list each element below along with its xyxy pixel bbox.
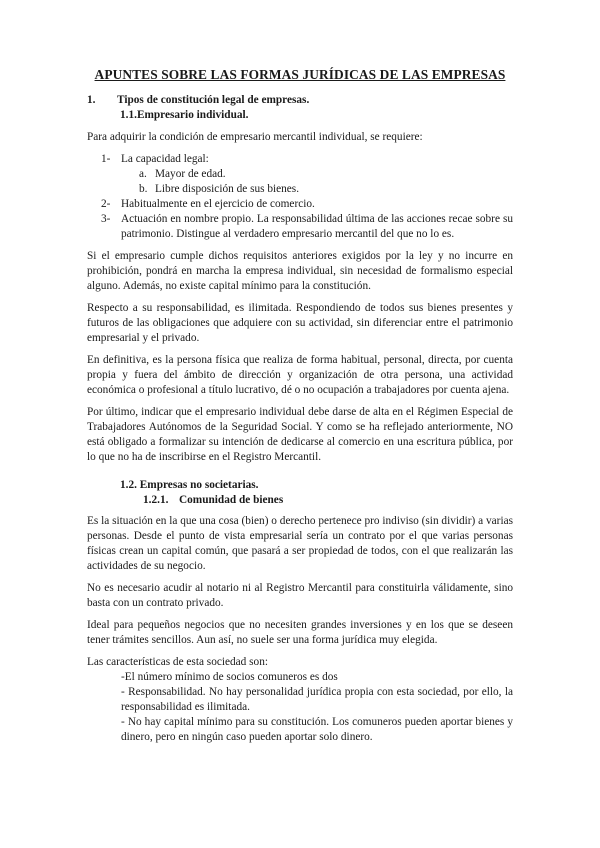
paragraph: Por último, indicar que el empresario individual debe darse de alta en el Régimen Especial de Trabajadores Autónomos de la Seguridad Social. Y como se ha reflejado anteriormente, NO está obligado a formalizar su intención de dedicarse al comercio en una escritura pública, por lo que no ha de inscribirse en el Registro Mercantil.	[87, 406, 513, 463]
list-item	[87, 152, 513, 167]
subsection-heading: 1.2. Empresas no societarias.	[120, 479, 259, 491]
list-item	[87, 167, 513, 182]
section-title: Tipos de constitución legal de empresas.	[117, 94, 310, 106]
paragraph: Es la situación en la que una cosa (bien) o derecho pertenece pro indiviso (sin dividir) a varias personas. Desde el punto de vista empresarial sería un contrato por el que varias personas físicas crean un capital común, que pasará a ser propiedad de todos, con el que realizarán las actividades de su negocio.	[87, 515, 513, 572]
list-item	[87, 182, 513, 197]
list-item-text: Mayor de edad.	[155, 168, 226, 180]
list-item	[87, 212, 513, 242]
list-item: -El número mínimo de socios comuneros es dos	[121, 671, 338, 683]
list-item	[87, 197, 513, 212]
paragraph: Respecto a su responsabilidad, es ilimitada. Respondiendo de todos sus bienes presentes y futuros de las obligaciones que adquiere con su actividad, sin diferenciar entre el patrimonio empresarial y el privado.	[87, 302, 513, 344]
list-marker: 2-	[101, 198, 111, 210]
list-marker: 3-	[101, 213, 111, 225]
list-marker: a.	[139, 168, 147, 180]
section-heading	[87, 93, 513, 108]
list-marker: b.	[139, 183, 148, 195]
sublist	[87, 167, 513, 197]
paragraph: Ideal para pequeños negocios que no necesiten grandes inversiones y en los que se deseen tener trámites sencillos. Aun así, no suele ser una forma jurídica muy elegida.	[87, 619, 513, 646]
list-marker: 1-	[101, 153, 111, 165]
paragraph: Las características de esta sociedad son:	[87, 656, 268, 668]
paragraph: En definitiva, es la persona física que realiza de forma habitual, personal, directa, por cuenta propia y fuera del ámbito de dirección y organización de otra persona, una actividad económica o profesional a título lucrativo, dé o no ocupación a trabajadores por cuenta ajena.	[87, 354, 513, 396]
characteristics-list	[87, 670, 513, 745]
page-title: APUNTES SOBRE LAS FORMAS JURÍDICAS DE LAS EMPRESAS	[94, 67, 506, 82]
paragraph: No es necesario acudir al notario ni al Registro Mercantil para constituirla válidamente, sino basta con un contrato privado.	[87, 582, 513, 609]
list-item-text: Libre disposición de sus bienes.	[155, 183, 300, 195]
section-number: 1.	[87, 94, 96, 106]
list-item-text: La capacidad legal:	[121, 153, 209, 165]
requirements-list	[87, 152, 513, 242]
list-item-text: Actuación en nombre propio. La responsabilidad última de las acciones recae sobre su patrimonio. Distingue al verdadero empresario mercantil del que no lo es.	[121, 213, 513, 240]
paragraph: Para adquirir la condición de empresario mercantil individual, se requiere:	[87, 131, 423, 143]
sublist-container	[87, 167, 513, 197]
subsubsection-number: 1.2.1.	[143, 494, 169, 506]
list-item: - No hay capital mínimo para su constitución. Los comuneros pueden aportar bienes y dinero, pero en ningún caso pueden aportar solo dinero.	[121, 716, 513, 743]
subsection-heading: 1.1.Empresario individual.	[120, 109, 249, 121]
list-item-text: Habitualmente en el ejercicio de comercio.	[121, 198, 315, 210]
list-item: - Responsabilidad. No hay personalidad jurídica propia con esta sociedad, por ello, la responsabilidad es ilimitada.	[121, 686, 513, 713]
subsubsection-title: Comunidad de bienes	[179, 494, 284, 506]
subsubsection-heading	[143, 493, 513, 508]
paragraph: Si el empresario cumple dichos requisitos anteriores exigidos por la ley y no incurre en prohibición, pondrá en marcha la empresa individual, sin necesidad de formalismo especial alguno. Además, no existe capital mínimo para la constitución.	[87, 250, 513, 292]
